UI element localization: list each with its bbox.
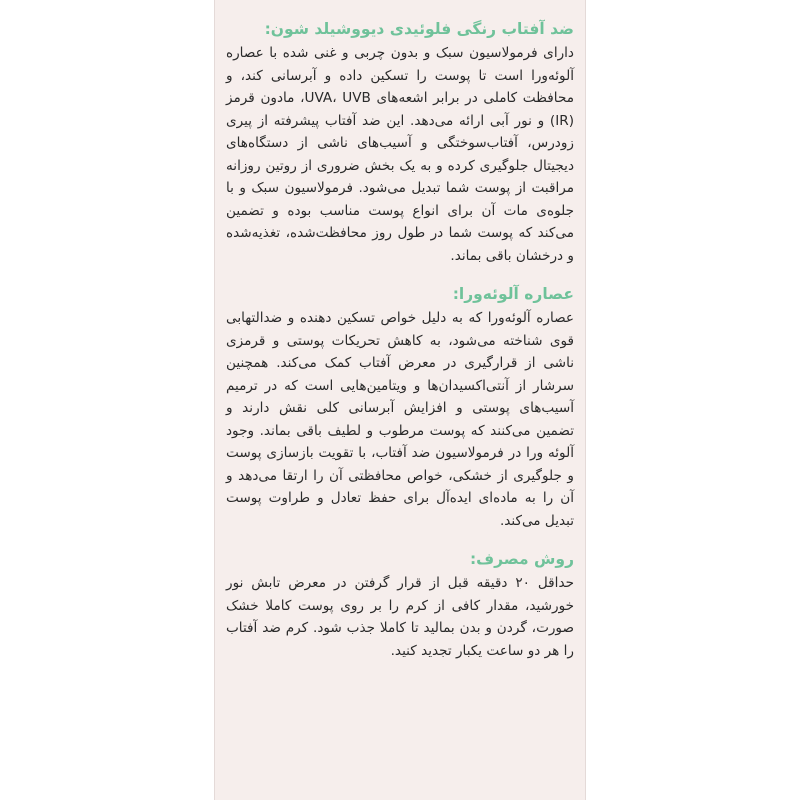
section-usage bbox=[226, 548, 574, 662]
section-body-usage: حداقل ۲۰ دقیقه قبل از قرار گرفتن در معرض تابش نور خورشید، مقدار کافی از کرم را بر روی پوست کاملا خشک صورت، گردن و بدن بمالید تا کاملا جذب شود. کرم ضد آفتاب را هر دو ساعت یکبار تجدید کنید. bbox=[226, 575, 574, 659]
section-product-intro bbox=[226, 18, 574, 267]
description-content bbox=[226, 18, 574, 662]
section-body-aloe-vera: عصاره آلوئه‌ورا که به دلیل خواص تسکین دهنده و ضدالتهابی قوی شناخته می‌شود، به کاهش تحریکات پوستی و قرمزی ناشی از قرارگیری در معرض آفتاب کمک می‌کند. همچنین سرشار از آنتی‌اکسیدان‌ها و ویتامین‌هایی است که در ترمیم آسیب‌های پوستی و افزایش آبرسانی کلی نقش دارند و تضمین می‌کنند که پوست مرطوب و لطیف باقی بماند. وجود آلوئه ورا در فرمولاسیون ضد آفتاب، با تقویت بازسازی پوست و جلوگیری از خشکی، خواص محافظتی آن را ارتقا می‌دهد و آن را به ماده‌ای ایده‌آل برای حفظ تعادل و طراوت پوست تبدیل می‌کند. bbox=[226, 310, 574, 529]
section-aloe-vera bbox=[226, 283, 574, 532]
section-heading-aloe-vera: عصاره آلوئه‌ورا: bbox=[452, 285, 574, 303]
section-body-product: دارای فرمولاسیون سبک و بدون چربی و غنی شده با عصاره آلوئه‌ورا است تا پوست را تسکین داده و آبرسانی کند، و محافظت کاملی در برابر اشعه‌های UVA، UVB، مادون قرمز (IR) و نور آبی ارائه می‌دهد. این ضد آفتاب پیشرفته از پیری زودرس، آفتاب‌سوختگی و آسیب‌های ناشی از دستگاه‌های دیجیتال جلوگیری کرده و به یک بخش ضروری از روتین روزانه مراقبت از پوست شما تبدیل می‌شود. فرمولاسیون سبک و با جلوه‌ی مات آن برای انواع پوست مناسب بوده و تضمین می‌کند که پوست شما در طول روز محافظت‌شده، تغذیه‌شده و درخشان باقی بماند. bbox=[226, 45, 575, 264]
section-heading-product: ضد آفتاب رنگی فلوئیدی دیووشیلد شون: bbox=[264, 20, 574, 38]
panel-left-edge bbox=[214, 0, 215, 800]
section-heading-usage: روش مصرف: bbox=[469, 550, 574, 568]
panel-right-edge bbox=[585, 0, 586, 800]
